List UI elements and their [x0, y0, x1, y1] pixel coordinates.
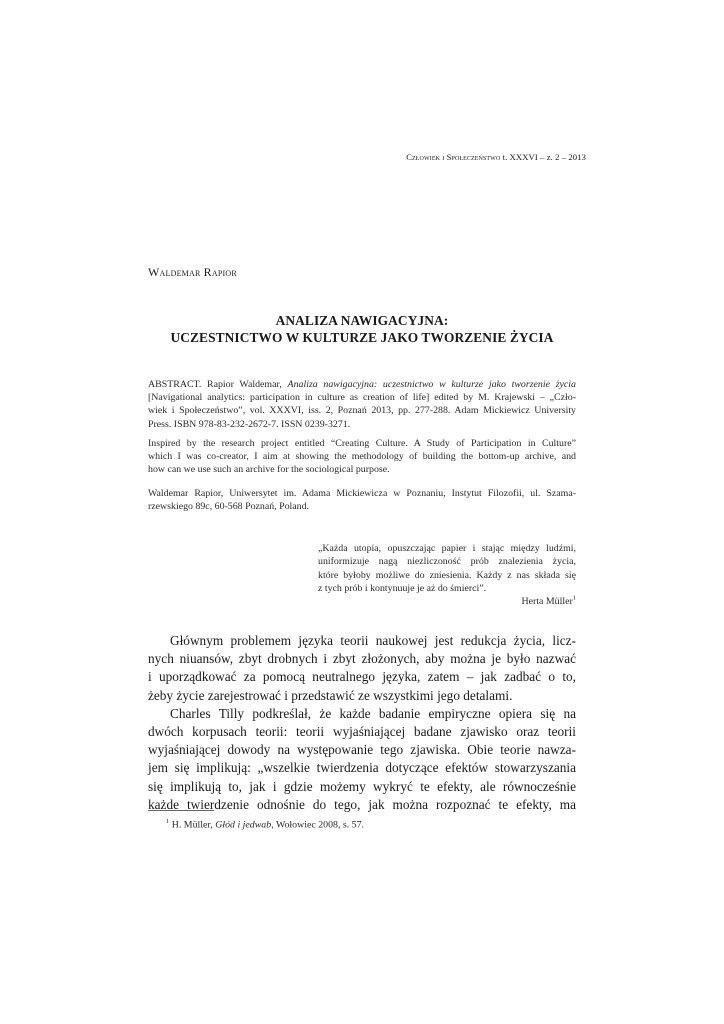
epigraph-line: „Każda utopia, opuszczając papier i stając między ludźmi,	[318, 543, 576, 554]
abstract-line: ABSTRACT. Rapior Waldemar, Analiza nawigacyjna: uczestnictwo w kulturze jako tworzenie życia	[148, 379, 576, 390]
body-line: Charles Tilly podkreślał, że każde badanie empiryczne opiera się na	[170, 705, 576, 721]
summary-line: Inspired by the research project entitled “Creating Culture. A Study of Participation in Culture”	[148, 438, 576, 449]
affiliation-line: Waldemar Rapior, Uniwersytet im. Adama Mickiewicza w Poznaniu, Instytut Filozofii, ul. Szama-	[148, 488, 576, 499]
journal-volume: t. XXXVI – z. 2 – 2013	[500, 152, 586, 162]
footnote-separator	[148, 810, 214, 811]
body-line: i uporządkować za pomocą neutralnego języka, zatem – jak zadbać o to,	[148, 669, 576, 685]
author-name: Waldemar Rapior	[148, 265, 237, 279]
footnote-reference[interactable]: 1	[572, 594, 576, 602]
body-line: jem się implikują: „wszelkie twierdzenia dotyczące efektów stowarzyszania	[148, 760, 576, 776]
footnote: $^1$ H. Müller, Głód i jedwab, Wołowiec 2008, s. 57.	[166, 818, 365, 831]
abstract	[148, 378, 576, 431]
affiliation-line: rzewskiego 89c, 60-568 Poznań, Poland.	[148, 501, 309, 513]
abstract-line: wiek i Społeczeństwo”, vol. XXXVI, iss. 2, Poznań 2013, pp. 277-288. Adam Mickiewicz University	[148, 405, 576, 417]
body-text	[148, 632, 576, 814]
title-line-1: ANALIZA NAWIGACYJNA:	[275, 313, 449, 328]
body-line: wyjaśniającej dowody na występowanie tego zjawiska. Obie teorie nawza-	[148, 742, 576, 758]
summary-paragraph	[148, 437, 576, 477]
epigraph	[318, 542, 576, 608]
epigraph-line: z tych prób i kontynuuje je aż do śmierci”.	[318, 582, 487, 594]
footnote-mark: 1	[166, 818, 170, 825]
article-title	[148, 312, 576, 346]
running-header	[406, 152, 586, 162]
epigraph-attribution: Herta Müller$^1$	[521, 594, 576, 608]
title-line-2: UCZESTNICTWO W KULTURZE JAKO TWORZENIE ŻYCIA	[170, 330, 554, 345]
article-title-italic: Analiza nawigacyjna: uczestnictwo w kulturze jako tworzenie życia	[287, 379, 576, 390]
body-line: każde twierdzenie odnośnie do tego, jak można rozpoznać te efekty, ma	[148, 796, 576, 812]
summary-line: how can we use such an archive for the sociological purpose.	[148, 464, 390, 476]
footnote-book-title: Głód i jedwab	[215, 819, 272, 831]
body-line: się implikują to, jak i gdzie możemy wykryć te efekty, ale równocześnie	[148, 778, 576, 794]
body-line: Głównym problemem języka teorii naukowej jest redukcja życia, licz-	[170, 633, 576, 648]
author-affiliation	[148, 487, 576, 513]
journal-name: Człowiek i Społeczeństwo	[406, 152, 501, 162]
epigraph-line: które byłoby możliwe do zniesienia. Każdy z nas składa się	[318, 569, 576, 581]
body-line: żeby życie zarejestrować i przedstawić ze wszystkimi jego detalami.	[148, 687, 513, 703]
epigraph-line: uniformizuje nagą niezliczoność prób znalezienia życia,	[318, 556, 576, 568]
summary-line: which I was co-creator, I aim at showing the methodology of building the bottom-up archive, and	[148, 451, 576, 463]
body-line: dwóch korpusach teorii: teorii wyjaśniającej badane zjawisko oraz teorii	[148, 724, 576, 740]
abstract-line: [Navigational analytics: participation in culture as creation of life] edited by M. Krajewski – „Czło-	[148, 392, 576, 404]
abstract-line: Press. ISBN 978-83-232-2672-7. ISSN 0239-3271.	[148, 418, 351, 430]
body-line: nych niuansów, zbyt drobnych i zbyt złożonych, aby można je było nazwać	[148, 651, 576, 667]
